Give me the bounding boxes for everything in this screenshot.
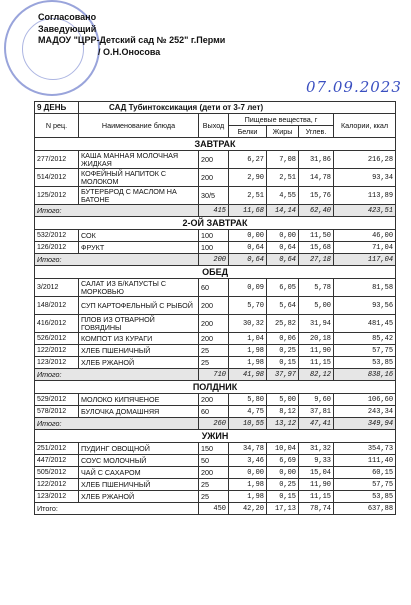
recipe-number: 578/2012	[35, 406, 79, 418]
portion-output: 150	[199, 443, 229, 455]
recipe-number: 277/2012	[35, 151, 79, 169]
recipe-number: 447/2012	[35, 455, 79, 467]
recipe-number: 123/2012	[35, 491, 79, 503]
dish-name: СОК	[79, 230, 199, 242]
portion-output: 60	[199, 406, 229, 418]
recipe-number: 251/2012	[35, 443, 79, 455]
portion-output: 200	[199, 315, 229, 333]
total-kcal: 349,94	[334, 418, 396, 430]
recipe-number: 416/2012	[35, 315, 79, 333]
total-fat: 37,97	[267, 369, 299, 381]
fat-value: 2,51	[267, 169, 299, 187]
col-carb-header: Углев.	[299, 126, 334, 138]
protein-value: 1,98	[229, 479, 267, 491]
total-protein: 41,98	[229, 369, 267, 381]
table-row	[35, 169, 396, 187]
table-row	[35, 151, 396, 169]
portion-output: 100	[199, 230, 229, 242]
protein-value: 3,46	[229, 455, 267, 467]
kcal-value: 81,58	[334, 279, 396, 297]
dish-name: ПЛОВ ИЗ ОТВАРНОЙ ГОВЯДИНЫ	[79, 315, 199, 333]
kcal-value: 57,75	[334, 345, 396, 357]
dish-name: БУТЕРБРОД С МАСЛОМ НА БАТОНЕ	[79, 187, 199, 205]
total-fat: 14,14	[267, 205, 299, 217]
fat-value: 0,06	[267, 333, 299, 345]
carb-value: 15,76	[299, 187, 334, 205]
fat-value: 7,08	[267, 151, 299, 169]
dish-name: БУЛОЧКА ДОМАШНЯЯ	[79, 406, 199, 418]
total-output: 260	[199, 418, 229, 430]
section-row	[35, 430, 396, 443]
carb-value: 9,33	[299, 455, 334, 467]
carb-value: 31,32	[299, 443, 334, 455]
dish-name: ХЛЕБ РЖАНОЙ	[79, 491, 199, 503]
approval-line: Согласовано	[38, 12, 97, 22]
total-row	[35, 418, 396, 430]
carb-value: 15,04	[299, 467, 334, 479]
total-row	[35, 205, 396, 217]
section-title: ЗАВТРАК	[35, 138, 396, 151]
section-title: 2-ОЙ ЗАВТРАК	[35, 217, 396, 230]
table-row	[35, 406, 396, 418]
recipe-number: 123/2012	[35, 357, 79, 369]
section-title: ОБЕД	[35, 266, 396, 279]
kcal-value: 85,42	[334, 333, 396, 345]
dish-name: ФРУКТ	[79, 242, 199, 254]
total-output: 710	[199, 369, 229, 381]
table-row	[35, 230, 396, 242]
fat-value: 6,69	[267, 455, 299, 467]
dish-name: КОФЕЙНЫЙ НАПИТОК С МОЛОКОМ	[79, 169, 199, 187]
col-nutrients-header: Пищевые вещества, г	[229, 114, 334, 126]
fat-value: 4,55	[267, 187, 299, 205]
dish-name: КАША МАННАЯ МОЛОЧНАЯ ЖИДКАЯ	[79, 151, 199, 169]
fat-value: 0,15	[267, 357, 299, 369]
kcal-value: 93,34	[334, 169, 396, 187]
menu-title: САД Тубинтоксикация (дети от 3-7 лет)	[79, 102, 396, 114]
total-carb: 82,12	[299, 369, 334, 381]
kcal-value: 216,28	[334, 151, 396, 169]
table-row	[35, 297, 396, 315]
portion-output: 200	[199, 467, 229, 479]
col-output-header: Выход	[199, 114, 229, 138]
kcal-value: 111,40	[334, 455, 396, 467]
total-kcal: 117,04	[334, 254, 396, 266]
total-label: Итого:	[35, 503, 199, 515]
portion-output: 200	[199, 151, 229, 169]
carb-value: 5,00	[299, 297, 334, 315]
total-label: Итого:	[35, 254, 199, 266]
fat-value: 0,00	[267, 467, 299, 479]
protein-value: 1,04	[229, 333, 267, 345]
recipe-number: 514/2012	[35, 169, 79, 187]
fat-value: 10,04	[267, 443, 299, 455]
protein-value: 0,09	[229, 279, 267, 297]
table-row	[35, 242, 396, 254]
protein-value: 30,32	[229, 315, 267, 333]
total-output: 415	[199, 205, 229, 217]
total-label: Итого:	[35, 205, 199, 217]
protein-value: 6,27	[229, 151, 267, 169]
recipe-number: 526/2012	[35, 333, 79, 345]
carb-value: 15,68	[299, 242, 334, 254]
total-output: 450	[199, 503, 229, 515]
total-kcal: 838,16	[334, 369, 396, 381]
total-kcal: 637,88	[334, 503, 396, 515]
recipe-number: 122/2012	[35, 479, 79, 491]
portion-output: 25	[199, 479, 229, 491]
fat-value: 25,82	[267, 315, 299, 333]
recipe-number: 529/2012	[35, 394, 79, 406]
portion-output: 200	[199, 333, 229, 345]
protein-value: 2,51	[229, 187, 267, 205]
dish-name: КОМПОТ ИЗ КУРАГИ	[79, 333, 199, 345]
protein-value: 1,98	[229, 491, 267, 503]
dish-name: ХЛЕБ ПШЕНИЧНЫЙ	[79, 479, 199, 491]
table-row	[35, 467, 396, 479]
dish-name: СУП КАРТОФЕЛЬНЫЙ С РЫБОЙ	[79, 297, 199, 315]
carb-value: 11,90	[299, 345, 334, 357]
recipe-number: 3/2012	[35, 279, 79, 297]
portion-output: 200	[199, 169, 229, 187]
recipe-number: 148/2012	[35, 297, 79, 315]
col-protein-header: Белки	[229, 126, 267, 138]
recipe-number: 122/2012	[35, 345, 79, 357]
portion-output: 30/5	[199, 187, 229, 205]
col-fat-header: Жиры	[267, 126, 299, 138]
dish-name: ХЛЕБ РЖАНОЙ	[79, 357, 199, 369]
total-output: 200	[199, 254, 229, 266]
menu-table	[34, 101, 396, 515]
carb-value: 9,60	[299, 394, 334, 406]
carb-value: 20,18	[299, 333, 334, 345]
carb-value: 37,81	[299, 406, 334, 418]
dish-name: МОЛОКО КИПЯЧЕНОЕ	[79, 394, 199, 406]
total-carb: 27,18	[299, 254, 334, 266]
col-kcal-header: Калории, ккал	[334, 114, 396, 138]
protein-value: 0,00	[229, 230, 267, 242]
table-row	[35, 333, 396, 345]
protein-value: 1,98	[229, 357, 267, 369]
kcal-value: 57,75	[334, 479, 396, 491]
table-row	[35, 345, 396, 357]
fat-value: 0,64	[267, 242, 299, 254]
fat-value: 0,25	[267, 479, 299, 491]
total-protein: 42,20	[229, 503, 267, 515]
dish-name: СОУС МОЛОЧНЫЙ	[79, 455, 199, 467]
carb-value: 11,15	[299, 357, 334, 369]
table-row	[35, 443, 396, 455]
day-label: 9 ДЕНЬ	[35, 102, 79, 114]
section-row	[35, 381, 396, 394]
table-row	[35, 491, 396, 503]
recipe-number: 532/2012	[35, 230, 79, 242]
kcal-value: 243,34	[334, 406, 396, 418]
table-row	[35, 479, 396, 491]
kcal-value: 113,89	[334, 187, 396, 205]
dish-name: САЛАТ ИЗ Б/КАПУСТЫ С МОРКОВЬЮ	[79, 279, 199, 297]
table-row	[35, 394, 396, 406]
total-protein: 0,64	[229, 254, 267, 266]
table-row	[35, 187, 396, 205]
dish-name: ХЛЕБ ПШЕНИЧНЫЙ	[79, 345, 199, 357]
total-row	[35, 503, 396, 515]
carb-value: 11,50	[299, 230, 334, 242]
total-carb: 78,74	[299, 503, 334, 515]
kcal-value: 354,73	[334, 443, 396, 455]
table-row	[35, 357, 396, 369]
total-protein: 11,68	[229, 205, 267, 217]
total-label: Итого:	[35, 418, 199, 430]
col-recipe-header: N рец.	[35, 114, 79, 138]
fat-value: 8,12	[267, 406, 299, 418]
protein-value: 1,98	[229, 345, 267, 357]
protein-value: 5,70	[229, 297, 267, 315]
total-row	[35, 369, 396, 381]
total-fat: 13,12	[267, 418, 299, 430]
portion-output: 25	[199, 357, 229, 369]
portion-output: 25	[199, 491, 229, 503]
approval-line: / О.Н.Оносова	[98, 46, 161, 57]
fat-value: 6,05	[267, 279, 299, 297]
recipe-number: 125/2012	[35, 187, 79, 205]
fat-value: 0,15	[267, 491, 299, 503]
kcal-value: 93,56	[334, 297, 396, 315]
carb-value: 11,90	[299, 479, 334, 491]
table-row	[35, 455, 396, 467]
kcal-value: 60,15	[334, 467, 396, 479]
protein-value: 4,75	[229, 406, 267, 418]
carb-value: 14,78	[299, 169, 334, 187]
recipe-number: 505/2012	[35, 467, 79, 479]
section-title: ПОЛДНИК	[35, 381, 396, 394]
portion-output: 25	[199, 345, 229, 357]
carb-value: 31,94	[299, 315, 334, 333]
fat-value: 5,64	[267, 297, 299, 315]
portion-output: 100	[199, 242, 229, 254]
portion-output: 200	[199, 297, 229, 315]
total-fat: 0,64	[267, 254, 299, 266]
approval-line: МАДОУ "ЦРР-Детский сад № 252" г.Перми	[38, 35, 226, 45]
portion-output: 50	[199, 455, 229, 467]
kcal-value: 481,45	[334, 315, 396, 333]
carb-value: 11,15	[299, 491, 334, 503]
total-protein: 10,55	[229, 418, 267, 430]
dish-name: ЧАЙ С САХАРОМ	[79, 467, 199, 479]
total-label: Итого:	[35, 369, 199, 381]
fat-value: 0,25	[267, 345, 299, 357]
section-row	[35, 266, 396, 279]
carb-value: 5,78	[299, 279, 334, 297]
protein-value: 2,90	[229, 169, 267, 187]
total-fat: 17,13	[267, 503, 299, 515]
section-title: УЖИН	[35, 430, 396, 443]
handwritten-date: 07.09.2023	[306, 78, 402, 96]
table-row	[35, 315, 396, 333]
table-row	[35, 279, 396, 297]
dish-name: ПУДИНГ ОВОЩНОЙ	[79, 443, 199, 455]
approval-line: Заведующий	[38, 23, 97, 34]
protein-value: 0,64	[229, 242, 267, 254]
kcal-value: 53,85	[334, 357, 396, 369]
fat-value: 0,00	[267, 230, 299, 242]
kcal-value: 46,00	[334, 230, 396, 242]
protein-value: 34,78	[229, 443, 267, 455]
fat-value: 5,00	[267, 394, 299, 406]
portion-output: 200	[199, 394, 229, 406]
section-row	[35, 138, 396, 151]
section-row	[35, 217, 396, 230]
recipe-number: 126/2012	[35, 242, 79, 254]
carb-value: 31,86	[299, 151, 334, 169]
total-carb: 47,41	[299, 418, 334, 430]
kcal-value: 53,85	[334, 491, 396, 503]
col-name-header: Наименование блюда	[79, 114, 199, 138]
total-carb: 62,40	[299, 205, 334, 217]
kcal-value: 106,60	[334, 394, 396, 406]
approval-header	[38, 12, 225, 58]
kcal-value: 71,04	[334, 242, 396, 254]
protein-value: 5,80	[229, 394, 267, 406]
protein-value: 0,00	[229, 467, 267, 479]
total-row	[35, 254, 396, 266]
total-kcal: 423,51	[334, 205, 396, 217]
portion-output: 60	[199, 279, 229, 297]
